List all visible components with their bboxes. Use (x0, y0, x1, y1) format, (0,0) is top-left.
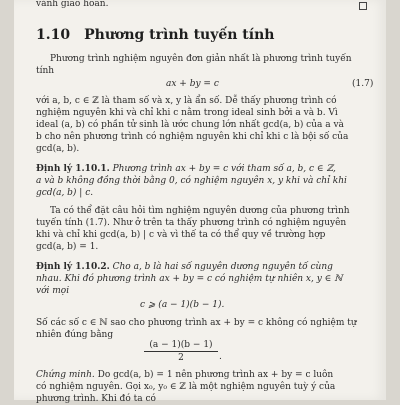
proof-line-1 (36, 370, 333, 381)
end-of-proof-mark (359, 2, 367, 10)
fraction-denominator: 2 (178, 353, 184, 363)
para2-line-3: ideal (a, b) có phần tử sinh là ước chung lớn nhất gcd(a, b) của a và (36, 120, 344, 130)
theorem-1-line-3: gcd(a, b) | c. (36, 188, 94, 198)
theorem-2-line-2: nhau. Khi đó phương trình ax + by = c có nghiệm tự nhiên x, y ∈ ℕ (36, 274, 343, 284)
section-title: Phương trình tuyến tính (84, 27, 275, 43)
para2-line-4: b cho nên phương trình có nghiệm nguyên khi chỉ khi c là bội số của (36, 132, 349, 142)
theorem-1-line-1 (36, 164, 336, 175)
book-page (14, 0, 386, 404)
theorem-1-line-2: a và b không đồng thời bằng 0, có nghiệm nguyên x, y khi và chỉ khi (36, 176, 347, 186)
proof-label: Chứng minh. (36, 370, 95, 380)
fraction-numerator: (a − 1)(b − 1) (149, 340, 213, 350)
theorem-2-label: Định lý 1.10.2. (36, 262, 110, 272)
fraction-suffix: . (219, 352, 222, 362)
para1-line-2: tính (36, 66, 55, 76)
fraction (144, 340, 218, 363)
para1-line-1: Phương trình nghiệm nguyên đơn giản nhất là phương trình tuyến (50, 54, 352, 64)
para4-line-1: Số các số c ∈ ℕ sao cho phương trình ax + by = c không có nghiệm tự (36, 318, 357, 328)
para4-line-2: nhiên đúng bằng (36, 330, 114, 340)
fraction-bar (144, 351, 218, 352)
equation-1-label: (1.7) (352, 79, 374, 89)
para2-line-5: gcd(a, b). (36, 144, 80, 154)
equation-2: c ⩾ (a − 1)(b − 1). (140, 300, 225, 310)
para3-line-4: gcd(a, b) = 1. (36, 242, 99, 252)
theorem-2-line-1 (36, 262, 333, 273)
proof-text-1: Do gcd(a, b) = 1 nên phương trình ax + by = c luôn (94, 370, 334, 380)
proof-line-3: phương trình. Khi đó ta có (36, 394, 156, 404)
para3-line-2: tuyến tính (1.7). Như ở trên ta thấy phương trình có nghiệm nguyên (36, 218, 347, 228)
para3-line-1: Ta có thể đặt câu hỏi tìm nghiệm nguyên dương của phương trình (50, 206, 350, 216)
proof-line-2: có nghiệm nguyên. Gọi x₀, y₀ ∈ ℤ là một nghiệm nguyên tuỳ ý của (36, 382, 336, 392)
top-line: vành giao hoán. (36, 0, 109, 9)
section-heading (36, 27, 274, 43)
section-number: 1.10 (36, 27, 71, 43)
theorem-2-text-1: Cho a, b là hai số nguyên dương nguyên tố cùng (109, 262, 333, 272)
para2-line-1: với a, b, c ∈ ℤ là tham số và x, y là ẩn số. Dễ thấy phương trình có (36, 96, 337, 106)
para3-line-3: khi và chỉ khi gcd(a, b) | c và vì thế ta có thể quy về trường hợp (36, 230, 326, 240)
para2-line-2: nghiệm nguyên khi và chỉ khi c nằm trong ideal sinh bởi a và b. Vì (36, 108, 338, 118)
equation-1: ax + by = c (166, 79, 219, 89)
theorem-1-text-1: Phương trình ax + by = c với tham số a, b, c ∈ ℤ, (109, 164, 336, 174)
theorem-2-line-3: với mọi (36, 286, 70, 296)
theorem-1-label: Định lý 1.10.1. (36, 164, 110, 174)
